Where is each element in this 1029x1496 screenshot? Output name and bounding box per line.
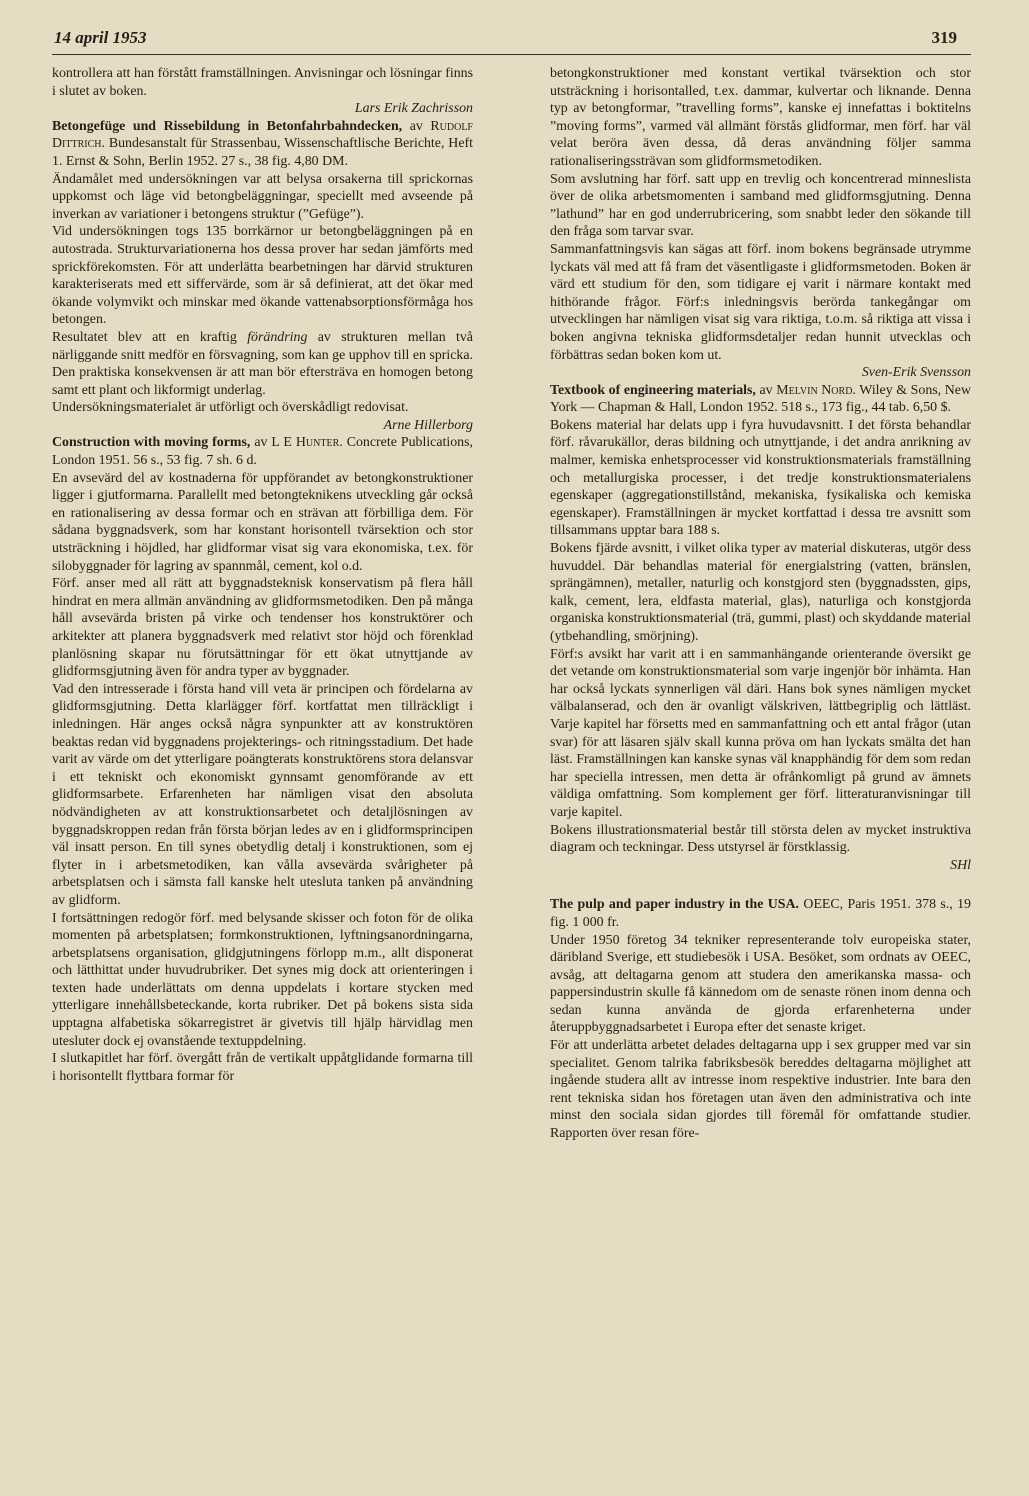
paragraph: Förf. anser med all rätt att byggnadsteknisk konservatism på flera håll hindrat en mera allmän användning av glidformsmetodiken. Den på många håll avsevärda bristen på virke och tendenser hos konstruktörer och arkitekter att planera byggnadsverk med relativt stor höjd och förenklad planlösning skapar nu förutsättningar för ett ökat utnyttjande av glidformsgjutning även för andra typer av byggnader. (52, 576, 473, 680)
right-column (550, 65, 971, 1143)
paragraph: kontrollera att han förstått framställningen. Anvisningar och lösningar finns i slutet av boken. (52, 66, 473, 99)
book-title: Construction with moving forms, (52, 435, 251, 451)
paragraph: Vad den intresserade i första hand vill veta är principen och fördelarna av glidformsgjutning. Detta klarlägger förf. kortfattat men tillräckligt i inledningen. Här anges också några synpunkter att av konstruktören beaktas redan vid byggnadens projekterings- och ritningsstadium. Det hade varit av värde om det ytterligare poängterats konstruktörens stora delansvar i ett tekniskt och ekonomiskt gynnsamt genomförande av ett glidformsarbete. Erfarenheten har nämligen visat den absoluta nödvändigheten av att konstruktionsarbetet och detaljlösningen av byggnadskroppen redan från första början ledes av en i glidformsprincipen väl insatt person. En till synes obetydlig detalj i konstruktionen, som ej flyter in i arbetsmetodiken, kan vålla avsevärda svårigheter på arbetsplatsen och i sämsta fall kanske helt utesluta tanken på användning av glidform. (52, 681, 473, 908)
paragraph: Som avslutning har förf. satt upp en trevlig och koncentrerad minneslista över de olika arbetsmomenten i samband med glidformsgjutning. Denna ”lathund” har en god underrubricering, som snabbt leder den sökande till den fråga som tarvar svar. (550, 171, 971, 240)
paragraph: betongkonstruktioner med konstant vertikal tvärsektion och stor utsträckning i horisontalled, t.ex. dammar, kulvertar och liknande. Denna typ av betongformar, ”travelling forms”, kanske ej innefattas i boktitelns ”moving forms”, varmed väl allmänt förstås glidformar, men förf. har väl velat beröra även dessa, då deras användning följer samma rationaliseringssträvan som glidformsmetodiken. (550, 66, 971, 169)
running-header (52, 28, 971, 48)
left-column (52, 65, 473, 1143)
review-heading: Textbook of engineering materials, av Melvin Nord. Wiley & Sons, New York — Chapman & Hall, London 1952. 518 s., 173 fig., 44 tab. 6,50 $. (550, 382, 971, 416)
paragraph: Vid undersökningen togs 135 borrkärnor ur betongbeläggningen på en autostrada. Strukturvariationerna hos dessa prover har sedan jämförts med sprickförekomsten. För att underlätta bearbetningen har därvid strukturen karakteriserats med ett siffervärde, som är så definierat, att det ökar med ökande volymvikt och minskar med ökande vattenabsorptionsförmåga hos betongen. (52, 224, 473, 328)
paragraph: Bokens material har delats upp i fyra huvudavsnitt. I det första behandlar förf. råvarukällor, deras bildning och utnyttjande, i det andra anrikning av malmer, kemiska enhetsprocesser vid konstruktionsmaterials framställning och metallurgiska processer, i det tredje konstruktionsmaterialens egenskaper (aggregationstillstånd, mekaniska, fysikaliska och kemiska egenskaper). Framställningen är mycket kortfattad i dessa tre avsnitt som tillsammans upptar bara 188 s. (550, 417, 971, 539)
book-author: Melvin Nord. (776, 382, 856, 398)
paragraph: I fortsättningen redogör förf. med belysande skisser och foton för de olika momenten på arbetsplatsen; formkonstruktionen, lyftningsanordningarna, arbetsplatsens organisation, glidgjutningens förlopp m.m., allt disponerat och lätthittat under huvudrubriker. Det synes mig dock att orienteringen i texten hade underlättats om denna uppdelats i kortare stycken med ytterligare innehållsbeteckande, korta rubriker. Det på bokens sista sida upptagna alfabetiska sökarregistret är givetvis till hjälp härvidlag men utesluter dock ej ovanstående textuppdelning. (52, 910, 473, 1049)
reviewer-signature: Sven-Erik Svensson (861, 365, 971, 381)
page-number: 319 (931, 28, 957, 47)
header-rule (52, 54, 971, 55)
book-publication: Concrete Publications, London 1951. 56 s., 53 fig. 7 sh. 6 d. (52, 435, 473, 469)
paragraph: Under 1950 företog 34 tekniker representerande tolv europeiska stater, däribland Sverige, ett studiebesök i USA. Besöket, som ordnats av OEEC, avsåg, att deltagarna genom att studera den amerikanska massa- och pappersindustrin skulle få kännedom om de senaste rönen inom denna och sedan kunna använda de gjorda erfarenheterna under återuppbyggnadsarbetet i Europa efter det senaste kriget. (550, 932, 971, 1036)
paragraph: Förf:s avsikt har varit att i en sammanhängande orienterande översikt ge det vetande om konstruktionsmaterial som varje ingenjör bör inhämta. Han har också lyckats synnerligen väl däri. Hans bok synes nämligen mycket välbalanserad, och den är ovanligt välskriven, lättbegriplig och lättläst. Varje kapitel har försetts med en sammanfattning och ett antal frågor (utan svar) för att läsaren själv skall kunna pröva om han lyckats smälta det han läst. Framställningen kan kanske synas väl knapphändig för dem som redan har speciella intressen, men detta är ofrånkomligt på grund av ämnets väldiga omfattning. Som komplement ger förf. litteraturanvisningar till varje kapitel. (550, 646, 971, 820)
review-heading (550, 896, 971, 931)
book-author: Rudolf Dittrich. (52, 118, 473, 152)
book-author: Hunter. (295, 435, 343, 451)
book-publication: OEEC, Paris 1951. 378 s., 19 fig. 1 000 fr. (550, 897, 971, 930)
book-title: The pulp and paper industry in the USA. (550, 897, 800, 913)
paragraph: Sammanfattningsvis kan sägas att förf. inom bokens begränsade utrymme lyckats väl med att få fram det väsentligaste i glidformsmetoden. Boken är värd ett studium för den, som tidigare ej varit i närmare kontakt med hithörande frågor. Förf:s inledningsvis berörda tankegångar om utvecklingen har nämligen visat sig vara riktiga, t.o.m. så riktiga att vissa i boken angivna tekniska glidformsdetaljer redan hunnit utvecklas och förbättras sedan boken kom ut. (550, 241, 971, 363)
issue-date: 14 april 1953 (54, 28, 147, 47)
book-publication: Bundesanstalt für Strassenbau, Wissenschaftlische Berichte, Heft 1. Ernst & Sohn, Berlin 1952. 27 s., 38 fig. 4,80 DM. (52, 136, 473, 169)
spacer (550, 874, 971, 896)
reviewer-signature: Lars Erik Zachrisson (354, 101, 473, 117)
book-title: Betongefüge und Rissebildung in Betonfahrbahndecken, (52, 118, 403, 134)
reviewer-signature: Arne Hillerborg (383, 417, 473, 433)
review-heading: Betongefüge und Rissebildung in Betonfahrbahndecken, av Rudolf Dittrich. Bundesanstalt für Strassenbau, Wissenschaftlische Berichte, Heft 1. Ernst & Sohn, Berlin 1952. 27 s., 38 fig. 4,80 DM. (52, 118, 473, 169)
review-heading: Construction with moving forms, av L E Hunter. Concrete Publications, London 1951. 56 s., 53 fig. 7 sh. 6 d. (52, 435, 473, 469)
paragraph: Bokens illustrationsmaterial består till största delen av mycket instruktiva diagram och teckningar. Dess utstyrsel är förstklassig. (550, 822, 971, 856)
paragraph: För att underlätta arbetet delades deltagarna upp i sex grupper med var sin specialitet. Genom talrika fabriksbesök bereddes deltagarna möjlighet att ingående studera allt av intresse inom respektive industrier. Inte bara den rent tekniska sidan hos företagen utan även den administrativa och inte minst den sociala sidan gjordes till föremål för omfattande studier. Rapporten över resan före- (550, 1038, 971, 1142)
book-title: Textbook of engineering materials, (550, 382, 756, 398)
reviewer-signature: SHl (950, 857, 971, 873)
paragraph: Undersökningsmaterialet är utförligt och överskådligt redovisat. (52, 400, 409, 416)
paragraph: I slutkapitlet har förf. övergått från de vertikalt uppåtglidande formarna till i horisontellt flyttbara formar för (52, 1051, 473, 1084)
book-publication: Wiley & Sons, New York — Chapman & Hall, London 1952. 518 s., 173 fig., 44 tab. 6,50 $. (550, 382, 971, 416)
paragraph: Ändamålet med undersökningen var att belysa orsakerna till sprickornas uppkomst och läge vid betongbeläggningar, speciellt med avseende på inverkan av variationer i betongens struktur (”Gefüge”). (52, 171, 473, 222)
paragraph: Resultatet blev att en kraftig förändring av strukturen mellan två närliggande snitt medför en försvagning, som kan ge upphov till en spricka. Den praktiska konsekvensen är att man bör eftersträva en homogen betong samt ett plant och likformigt underlag. (52, 329, 473, 398)
paragraph: En avsevärd del av kostnaderna för uppförandet av betongkonstruktioner ligger i gjutformarna. Parallellt med betongteknikens utveckling går också en rationalisering av dessa formar och en strävan att förbilliga dem. För sådana byggnadsverk, som har konstant horisontell tvärsektion och stor utsträckning i höjdled, har glidformar visat sig vara ekonomiska, t.ex. för silobyggnader för lagring av spannmål, cement, kol o.d. (52, 470, 473, 574)
paragraph: Bokens fjärde avsnitt, i vilket olika typer av material diskuteras, utgör dess huvuddel. Där behandlas material för energialstring (vatten, bränslen, sprängämnen), metaller, naturlig och konstgjord sten (byggnadssten, gips, kalk, cement, lera, eldfasta material, glas), naturliga och konstgjorda organiska konstruktionsmaterial (trä, gummi, plast) och skyddande material (ytbehandling, smörjning). (550, 541, 971, 644)
